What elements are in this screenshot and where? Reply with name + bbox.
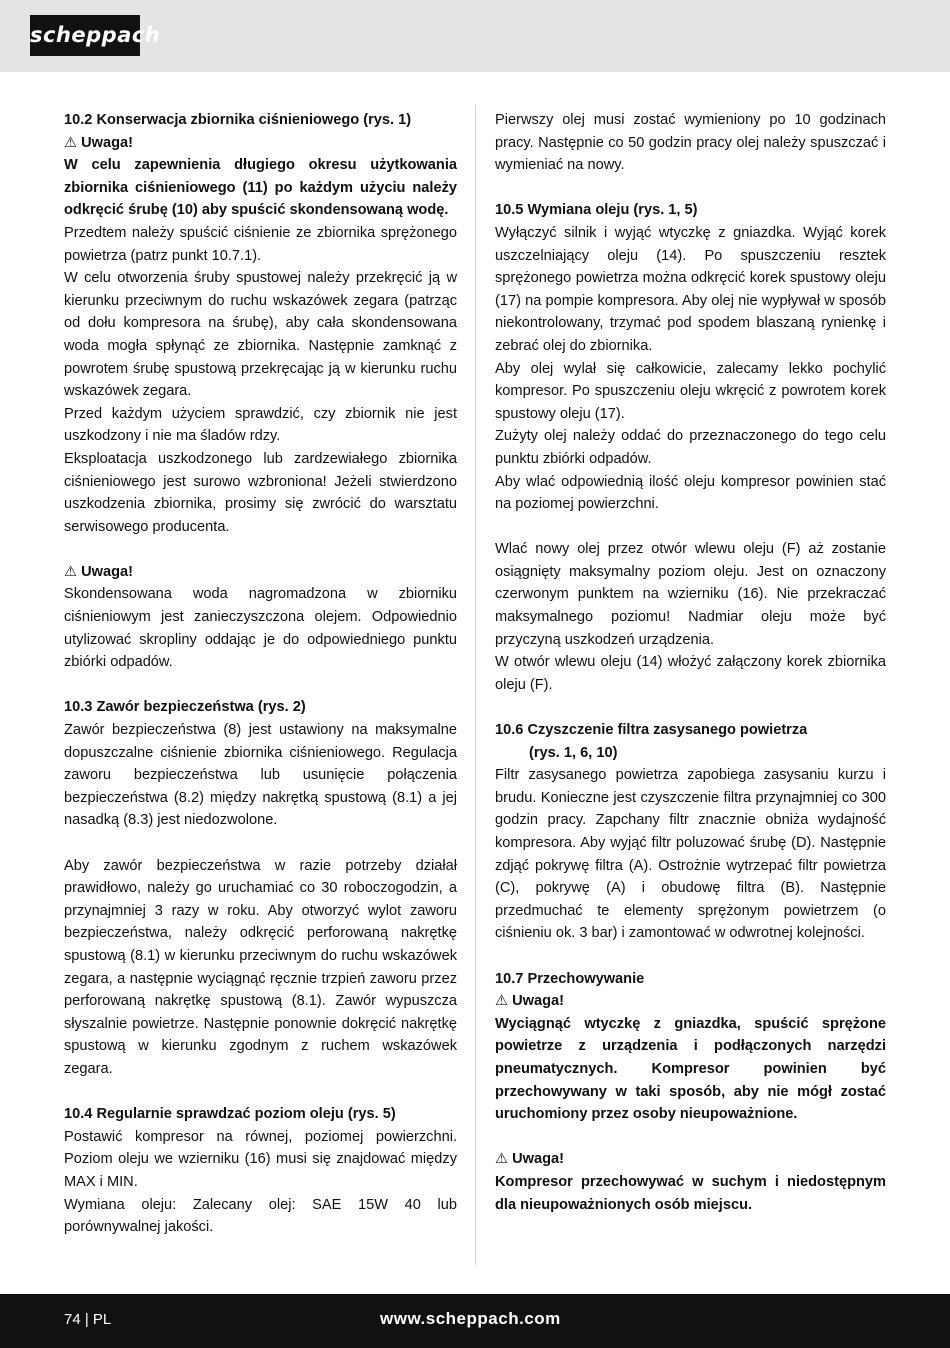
warning-triangle-icon: ⚠ (495, 993, 509, 1010)
paragraph: W celu otworzenia śruby spustowej należy przekręcić ją w kierunku przeciwnym do ruchu wskazówek zegara (patrząc od dołu kompresora na śrubę), aby cała skondensowana woda mogła spłynąć ze zbiornika. Następnie zamknąć z powrotem śrubę spustową przekręcając ją w kierunku ruchu wskazówek zegara. (64, 270, 457, 400)
warning-label: ⚠ Uwaga! (495, 1151, 564, 1168)
paragraph: Przed każdym użyciem sprawdzić, czy zbiornik nie jest uszkodzony i nie ma śladów rdzy. (64, 405, 457, 445)
section-heading-10-7: 10.7 Przechowywanie (495, 970, 645, 987)
section-heading-10-4: 10.4 Regularnie sprawdzać poziom oleju (rys. 5) (64, 1106, 396, 1123)
brand-logo: scheppach (30, 15, 140, 56)
paragraph: Aby olej wylał się całkowicie, zalecamy lekko pochylić kompresor. Po spuszczeniu oleju wkręcić z powrotem korek spustowy oleju (17). (495, 360, 886, 422)
paragraph: Pierwszy olej musi zostać wymieniony po 10 godzinach pracy. Następnie co 50 godzin pracy olej należy spuszczać i wymieniać na nowy. (495, 112, 886, 174)
section-heading-10-2: 10.2 Konserwacja zbiornika ciśnieniowego (rys. 1) (64, 112, 412, 128)
warning-text: Kompresor przechowywać w suchym i niedostępnym dla nieupoważnionych osób miejscu. (495, 1173, 886, 1213)
warning-label: ⚠ Uwaga! (64, 134, 133, 151)
paragraph: Skondensowana woda nagromadzona w zbiorniku ciśnieniowym jest zanieczyszczona olejem. Odpowiednio utylizować skropliny oddając je do odpowiedniego punktu zbiórki odpadów. (64, 586, 457, 671)
paragraph: Zużyty olej należy oddać do przeznaczonego do tego celu punktu zbiórki odpadów. (495, 428, 886, 467)
warning-text: W celu zapewnienia długiego okresu użytkowania zbiornika ciśnieniowego (11) po każdym użyciu należy odkręcić śrubę (10) aby spuścić skondensowaną wodę. (64, 157, 457, 219)
warning-triangle-icon: ⚠ (64, 134, 78, 151)
footer-bar (0, 1294, 950, 1348)
paragraph: Wyłączyć silnik i wyjąć wtyczkę z gniazdka. Wyjąć korek uszczelniający oleju (14). Po spuszczeniu resztek sprężonego powietrza można odkręcić korek spustowy oleju (17) na pompie kompresora. Aby olej nie wypływał w sposób niekontrolowany, trzymać pod spodem blaszaną rynienkę i zebrać olej do zbiornika. (495, 224, 886, 354)
left-column (64, 109, 457, 1239)
section-heading-10-5: 10.5 Wymiana oleju (rys. 1, 5) (495, 202, 698, 219)
website-link[interactable]: www.scheppach.com (380, 1309, 561, 1328)
paragraph: Wlać nowy olej przez otwór wlewu oleju (F) aż zostanie osiągnięty maksymalny poziom oleju. Jest on oznaczony czerwonym punktem na wzierniku (16). Nie przekraczać maksymalnego poziomu! Nadmiar oleju może być przyczyną uszkodzeń urządzenia. (495, 541, 886, 648)
section-heading-10-6-ref: (rys. 1, 6, 10) (529, 744, 618, 761)
section-heading-10-3: 10.3 Zawór bezpieczeństwa (rys. 2) (64, 699, 306, 716)
paragraph: Filtr zasysanego powietrza zapobiega zasysaniu kurzu i brudu. Konieczne jest czyszczenie filtra przynajmniej co 300 godzin pracy. Zapchany filtr znacznie obniża wydajność kompresora. Aby wyjąć filtr poluzować śrubę (D). Następnie zdjąć pokrywę filtra (A). Ostrożnie wytrzepać filtr powietrza (C), pokrywę (A) i obudowę filtra (B). Następnie przedmuchać te elementy sprężonym powietrzem (o ciśnieniu ok. 3 bar) i zamontować w odwrotnej kolejności. (495, 767, 886, 942)
paragraph: Aby wlać odpowiednią ilość oleju kompresor powinien stać na poziomej powierzchni. (495, 473, 886, 513)
paragraph: Aby zawór bezpieczeństwa w razie potrzeby działał prawidłowo, należy go uruchamiać co 30 roboczogodzin, a przynajmniej 3 razy w roku. Aby otworzyć wylot zaworu bezpieczeństwa, należy odkręcić perforowaną nakrętkę spustową (8.1) w kierunku przeciwnym do ruchu wskazówek zegara, a następnie wyciągnąć ręcznie trzpień zaworu przez perforowaną nakrętkę spustową (8.1). Zawór wypuszcza słyszalnie powietrze. Następnie ponownie dokręcić nakrętkę spustową w kierunku zgodnym z ruchem wskazówek zegara. (64, 857, 457, 1077)
paragraph: W otwór wlewu oleju (14) włożyć załączony korek zbiornika oleju (F). (495, 654, 886, 693)
header-band (0, 0, 950, 72)
warning-triangle-icon: ⚠ (64, 563, 78, 580)
right-column (495, 109, 886, 1216)
paragraph: Postawić kompresor na równej, poziomej powierzchni. Poziom oleju we wzierniku (16) musi się znajdować między MAX i MIN. (64, 1128, 457, 1190)
paragraph: Eksploatacja uszkodzonego lub zardzewiałego zbiornika ciśnieniowego jest surowo wzbroniona! Jeżeli stwierdzono uszkodzenia zbiornika, prosimy się zwrócić do warsztatu serwisowego producenta. (64, 450, 457, 535)
paragraph: Przedtem należy spuścić ciśnienie ze zbiornika sprężonego powietrza (patrz punkt 10.7.1). (64, 224, 457, 264)
warning-label: ⚠ Uwaga! (64, 563, 133, 580)
language-code: PL (92, 1311, 112, 1328)
warning-label: ⚠ Uwaga! (495, 993, 564, 1010)
paragraph: Zawór bezpieczeństwa (8) jest ustawiony na maksymalne dopuszczalne ciśnienie zbiornika ciśnieniowego. Regulacja zaworu bezpieczeństwa lub usunięcie połączenia bezpieczeństwa (8.2) między nakrętką spustową (8.1) a jej nasadką (8.3) jest niedozwolone. (64, 722, 457, 829)
section-heading-10-6: 10.6 Czyszczenie filtra zasysanego powietrza (495, 722, 808, 739)
warning-text: Wyciągnąć wtyczkę z gniazdka, spuścić sprężone powietrze z urządzenia i podłączonych narzędzi pneumatycznych. Kompresor powinien być przechowywany w taki sposób, aby nie mógł zostać uruchomiony przez osoby nieupoważnione. (495, 1015, 886, 1123)
page-number: 74 | PL (64, 1311, 112, 1328)
column-divider (475, 105, 476, 1265)
warning-triangle-icon: ⚠ (495, 1151, 509, 1168)
paragraph: Wymiana oleju: Zalecany olej: SAE 15W 40 lub porównywalnej jakości. (64, 1196, 457, 1236)
